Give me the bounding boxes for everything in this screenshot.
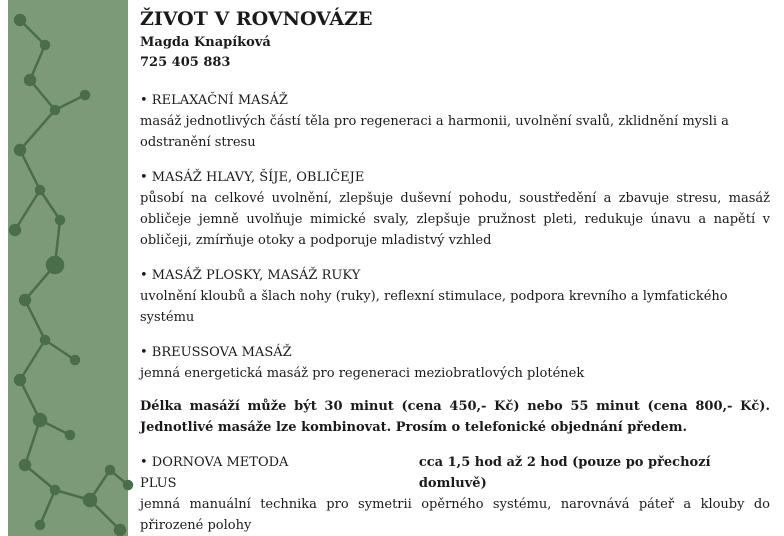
service-description: masáž jednotlivých částí těla pro regeneraci a harmonii, uvolnění svalů, zklidnění mysli a odstranění stresu xyxy=(140,114,729,150)
service-item-dorn xyxy=(140,452,770,536)
molecule-decoration xyxy=(0,0,150,536)
service-description: působí na celkové uvolnění, zlepšuje duševní pohodu, soustředění a zbavuje stresu, masáž obličeje jemně uvolňuje mimické svaly, zlepšuje pružnost pleti, redukuje únavu a napětí v obličeji, zmírňuje otoky a podporuje mladistvý vzhled xyxy=(140,191,770,248)
service-description: jemná energetická masáž pro regeneraci meziobratlových plotének xyxy=(140,366,585,381)
phone-number: 725 405 883 xyxy=(140,55,231,70)
service-name: • DORNOVA METODA PLUS xyxy=(140,455,289,491)
service-name: • BREUSSOVA MASÁŽ xyxy=(140,345,292,360)
service-description: uvolnění kloubů a šlach nohy (ruky), reflexní stimulace, podpora krevního a lymfatického systému xyxy=(140,289,728,325)
page-title: ŽIVOT V ROVNOVÁZE xyxy=(140,8,373,30)
service-item xyxy=(140,167,770,251)
dorn-header xyxy=(140,452,770,494)
price-list xyxy=(140,8,770,536)
service-item xyxy=(140,90,770,153)
service-item xyxy=(140,265,770,328)
service-name: • MASÁŽ HLAVY, ŠÍJE, OBLIČEJE xyxy=(140,170,365,185)
service-item xyxy=(140,342,770,384)
service-name: • MASÁŽ PLOSKY, MASÁŽ RUKY xyxy=(140,268,361,283)
author-name: Magda Knapíková xyxy=(140,35,271,50)
service-duration: cca 1,5 hod až 2 hod (pouze po přechozí domluvě) xyxy=(418,455,711,491)
service-name: • RELAXAČNÍ MASÁŽ xyxy=(140,93,288,108)
pricing-note: Délka masáží může být 30 minut (cena 450,- Kč) nebo 55 minut (cena 800,- Kč). Jednotlivé masáže lze kombinovat. Prosím o telefonické objednání předem. xyxy=(140,399,770,435)
spacer xyxy=(322,452,418,494)
service-description: jemná manuální technika pro symetrii opěrného systému, narovnává páteř a klouby do přirozené polohy xyxy=(140,497,770,533)
